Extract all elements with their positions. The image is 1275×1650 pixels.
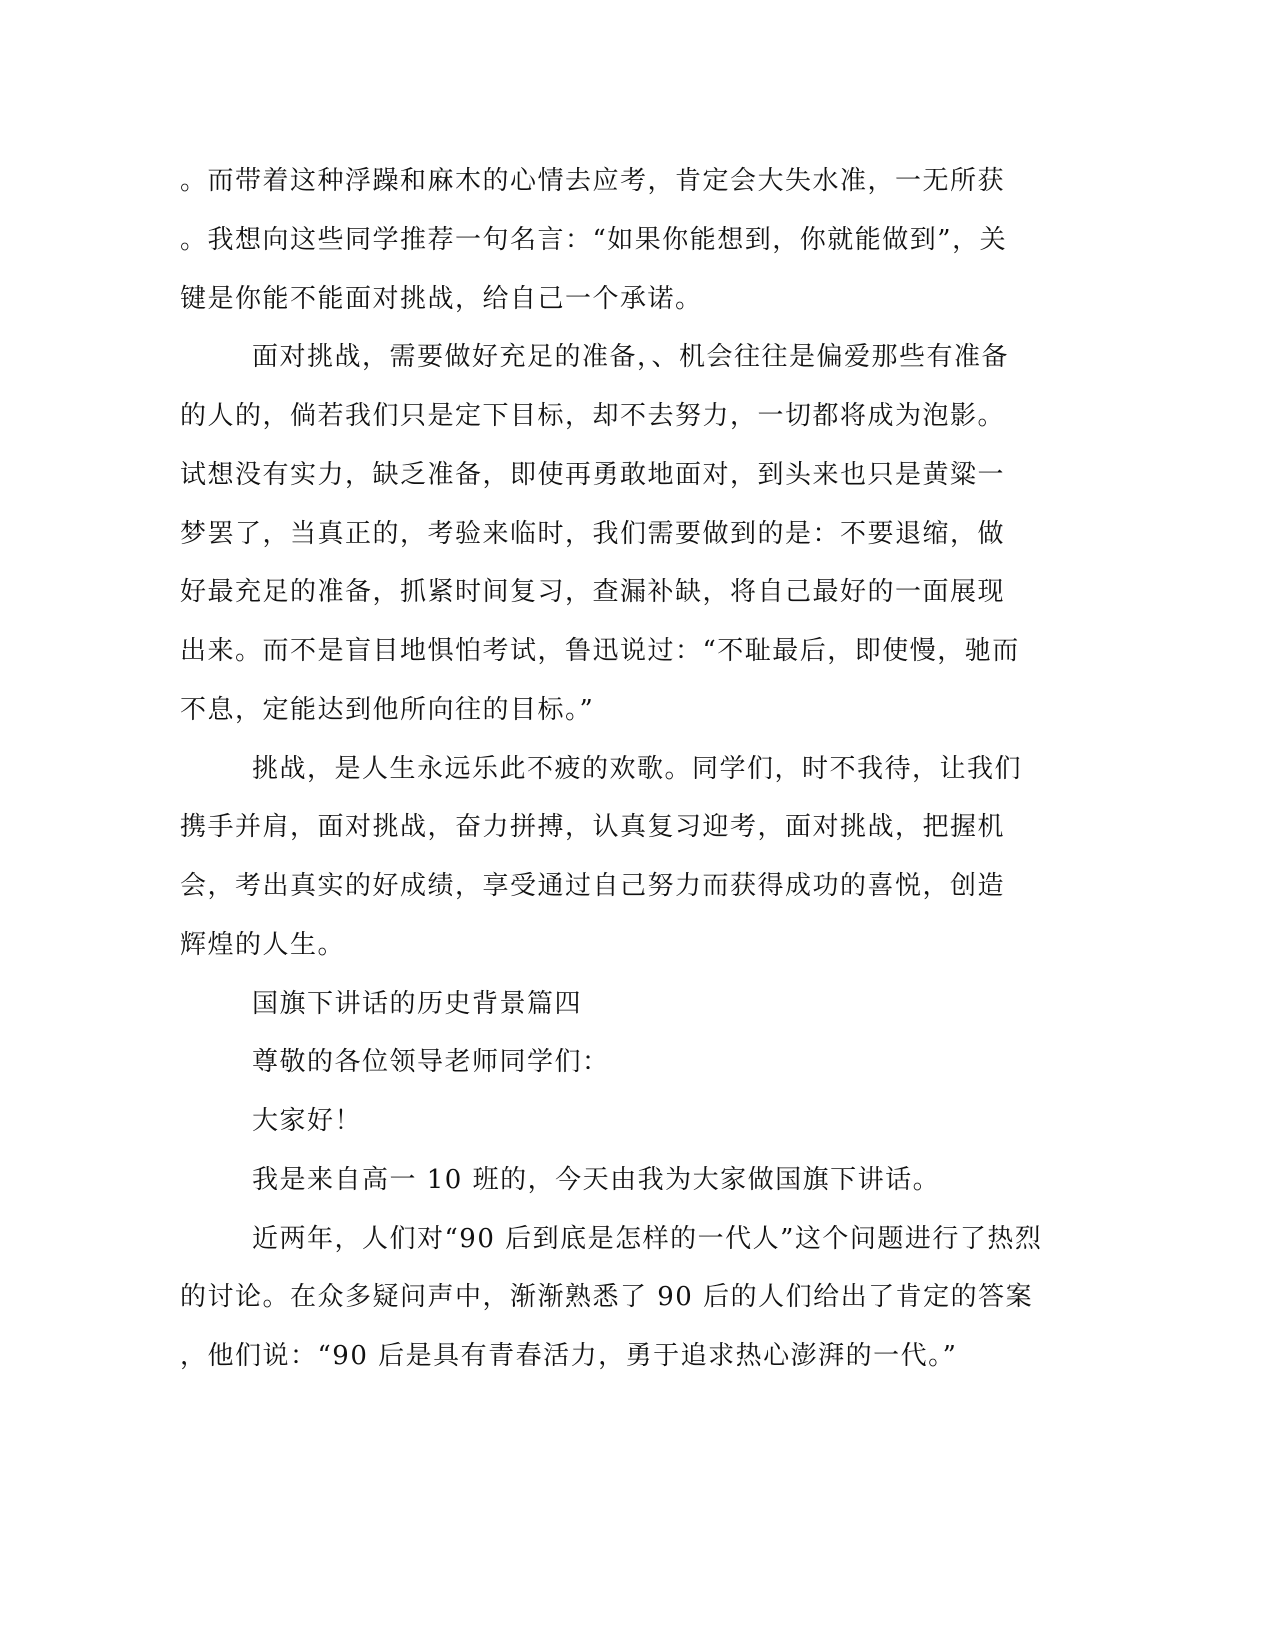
text-line: 大家好！ <box>252 1106 363 1136</box>
text-line: 面对挑战，需要做好充足的准备，、机会往往是偏爱那些有准备 <box>252 342 1010 373</box>
text-line: 不息，定能达到他所向往的目标。” <box>180 694 595 725</box>
text-line: 近两年，人们对“90 后到底是怎样的一代人”这个问题进行了热烈 <box>252 1223 1043 1254</box>
paragraph <box>180 740 1080 975</box>
text-line: 挑战，是人生永远乐此不疲的欢歌。同学们，时不我待，让我们 <box>252 753 1023 784</box>
text-line: 试想没有实力，缺乏准备，即使再勇敢地面对，到头来也只是黄粱一 <box>180 459 1006 490</box>
section-heading <box>180 975 1080 1034</box>
text-line: 梦罢了，当真正的，考验来临时，我们需要做到的是：不要退缩，做 <box>180 518 1006 549</box>
text-line: 的讨论。在众多疑问声中，渐渐熟悉了 90 后的人们给出了肯定的答案 <box>180 1282 1034 1313</box>
text-line: 出来。而不是盲目地惧怕考试，鲁迅说过：“不耻最后，即使慢，驰而 <box>180 636 1020 666</box>
salutation <box>180 1033 1080 1092</box>
paragraph <box>180 1151 1080 1210</box>
text-line: 尊敬的各位领导老师同学们： <box>252 1047 610 1078</box>
text-line: 会，考出真实的好成绩，享受通过自己努力而获得成功的喜悦，创造 <box>180 871 1006 901</box>
text-line: 辉煌的人生。 <box>180 929 346 960</box>
text-line: 国旗下讲话的历史背景篇四 <box>252 988 583 1019</box>
text-line: 。我想向这些同学推荐一句名言：“如果你能想到，你就能做到”，关 <box>180 224 1008 255</box>
text-line: 携手并肩，面对挑战，奋力拼搏，认真复习迎考，面对挑战，把握机 <box>180 812 1006 843</box>
text-line: 我是来自高一 10 班的，今天由我为大家做国旗下讲话。 <box>252 1164 941 1195</box>
text-line: 的人的，倘若我们只是定下目标，却不去努力，一切都将成为泡影。 <box>180 401 1006 431</box>
greeting <box>180 1092 1080 1151</box>
text-line: 。而带着这种浮躁和麻木的心情去应考，肯定会大失水准，一无所获 <box>180 166 1006 196</box>
text-line: ，他们说：“90 后是具有青春活力，勇于追求热心澎湃的一代。” <box>180 1341 958 1371</box>
text-line: 键是你能不能面对挑战，给自己一个承诺。 <box>180 283 703 314</box>
text-line: 好最充足的准备，抓紧时间复习，查漏补缺，将自己最好的一面展现 <box>180 577 1006 608</box>
paragraph <box>180 1210 1080 1386</box>
paragraph <box>180 328 1080 739</box>
paragraph-continuation <box>180 152 1080 328</box>
document-body <box>180 152 1080 1386</box>
